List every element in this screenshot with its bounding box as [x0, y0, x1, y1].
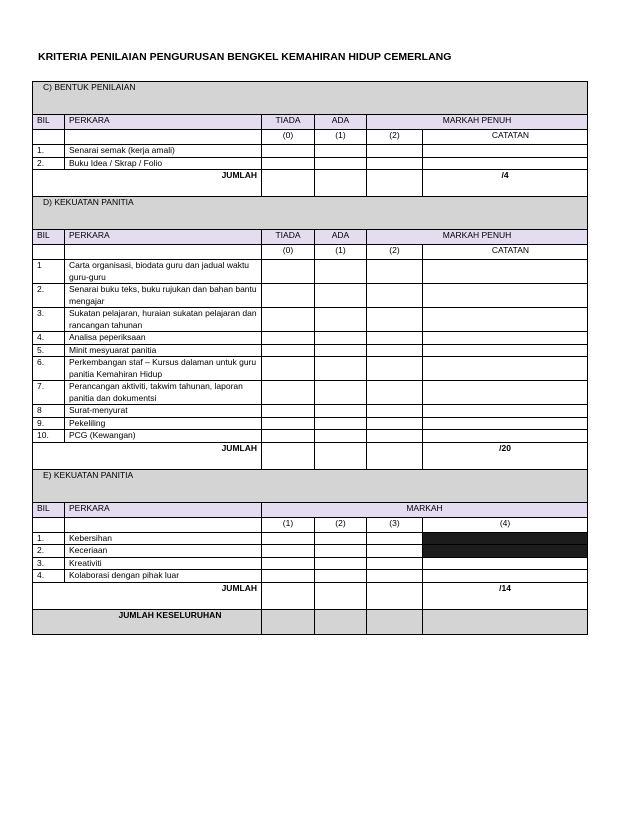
section-c-jumlah-row: [33, 170, 588, 197]
section-e-score-row: [33, 517, 588, 532]
cell-ada[interactable]: [315, 308, 367, 332]
cell-ada[interactable]: [315, 145, 367, 158]
cell-blocked: [423, 545, 588, 558]
cell-markah[interactable]: [367, 344, 423, 357]
item-perkara: Kebersihan: [65, 532, 262, 545]
cell-markah[interactable]: [367, 430, 423, 443]
item-bil: 9.: [33, 417, 65, 430]
item-bil: 1.: [33, 532, 65, 545]
section-e-jumlah-row: [33, 582, 588, 609]
cell-markah[interactable]: [367, 284, 423, 308]
cell-catatan[interactable]: [423, 357, 588, 381]
cell-catatan[interactable]: [423, 381, 588, 405]
item-bil: 2.: [33, 545, 65, 558]
cell-markah[interactable]: [367, 145, 423, 158]
table-row: [33, 260, 588, 284]
col-perkara: PERKARA: [65, 230, 262, 245]
section-c-total: /4: [423, 170, 588, 197]
cell-ada[interactable]: [315, 284, 367, 308]
cell-markah[interactable]: [367, 260, 423, 284]
col-tiada: TIADA: [262, 230, 315, 245]
cell-markah[interactable]: [367, 332, 423, 345]
cell-catatan[interactable]: [423, 430, 588, 443]
cell-catatan[interactable]: [423, 308, 588, 332]
cell-score[interactable]: [315, 570, 367, 583]
cell-tiada[interactable]: [262, 284, 315, 308]
item-perkara: Senarai buku teks, buku rujukan dan bahan bantu mengajar: [65, 284, 262, 308]
section-e-title: E) KEKUATAN PANITIA: [43, 469, 134, 480]
col-markah-penuh: MARKAH PENUH: [367, 230, 588, 245]
table-row: [33, 430, 588, 443]
item-bil: 8: [33, 405, 65, 418]
item-perkara: Pekeliling: [65, 417, 262, 430]
cell-score[interactable]: [367, 570, 423, 583]
cell-ada[interactable]: [315, 157, 367, 170]
col-bil: BIL: [33, 502, 65, 517]
section-e-total: /14: [423, 582, 588, 609]
cell-score[interactable]: [262, 570, 315, 583]
item-bil: 5.: [33, 344, 65, 357]
item-perkara: Analisa peperiksaan: [65, 332, 262, 345]
item-perkara: Kolaborasi dengan pihak luar: [65, 570, 262, 583]
item-bil: 4.: [33, 570, 65, 583]
cell-score[interactable]: [315, 557, 367, 570]
cell-ada[interactable]: [315, 430, 367, 443]
cell-score[interactable]: [367, 532, 423, 545]
cell-catatan[interactable]: [423, 417, 588, 430]
table-row: [33, 284, 588, 308]
score-3: (3): [367, 517, 423, 532]
section-e-header-row: [33, 469, 588, 502]
cell-ada[interactable]: [315, 260, 367, 284]
cell-score[interactable]: [262, 532, 315, 545]
table-row: [33, 381, 588, 405]
col-tiada: TIADA: [262, 115, 315, 130]
cell-ada[interactable]: [315, 417, 367, 430]
cell-tiada[interactable]: [262, 308, 315, 332]
score-0: (0): [262, 245, 315, 260]
item-perkara: Senarai semak (kerja amali): [65, 145, 262, 158]
col-catatan: CATATAN: [423, 245, 588, 260]
cell-tiada[interactable]: [262, 344, 315, 357]
cell-score[interactable]: [262, 557, 315, 570]
cell-ada[interactable]: [315, 381, 367, 405]
item-bil: 1: [33, 260, 65, 284]
cell-catatan[interactable]: [423, 344, 588, 357]
cell-ada[interactable]: [315, 344, 367, 357]
cell-catatan[interactable]: [423, 157, 588, 170]
col-markah-penuh: MARKAH PENUH: [367, 115, 588, 130]
cell-tiada[interactable]: [262, 145, 315, 158]
table-row: [33, 357, 588, 381]
item-bil: 6.: [33, 357, 65, 381]
cell-tiada[interactable]: [262, 405, 315, 418]
cell-tiada[interactable]: [262, 417, 315, 430]
table-row: [33, 545, 588, 558]
page-title: KRITERIA PENILAIAN PENGURUSAN BENGKEL KEMAHIRAN HIDUP CEMERLANG: [38, 51, 452, 63]
cell-score[interactable]: [315, 532, 367, 545]
cell-ada[interactable]: [315, 405, 367, 418]
item-perkara: Minit mesyuarat panitia: [65, 344, 262, 357]
col-catatan: CATATAN: [423, 130, 588, 145]
jumlah-label: JUMLAH: [33, 442, 262, 469]
section-c-header-row: [33, 82, 588, 115]
section-d-jumlah-row: [33, 442, 588, 469]
table-row: [33, 332, 588, 345]
item-perkara: Keceriaan: [65, 545, 262, 558]
cell-score[interactable]: [423, 570, 588, 583]
table-row: [33, 417, 588, 430]
score-2: (2): [315, 517, 367, 532]
table-row: [33, 344, 588, 357]
item-bil: 7.: [33, 381, 65, 405]
cell-blocked: [423, 532, 588, 545]
item-perkara: Buku Idea / Skrap / Folio: [65, 157, 262, 170]
section-d-score-row: [33, 245, 588, 260]
item-perkara: Sukatan pelajaran, huraian sukatan pelajaran dan rancangan tahunan: [65, 308, 262, 332]
col-bil: BIL: [33, 115, 65, 130]
cell-score[interactable]: [367, 557, 423, 570]
section-c-column-header: [33, 115, 588, 130]
cell-markah[interactable]: [367, 357, 423, 381]
score-2: (2): [367, 245, 423, 260]
cell-catatan[interactable]: [423, 405, 588, 418]
item-bil: 3.: [33, 308, 65, 332]
item-perkara: Carta organisasi, biodata guru dan jadual waktu guru-guru: [65, 260, 262, 284]
col-perkara: PERKARA: [65, 502, 262, 517]
cell-tiada[interactable]: [262, 357, 315, 381]
table-row: [33, 308, 588, 332]
cell-catatan[interactable]: [423, 260, 588, 284]
cell-markah[interactable]: [367, 381, 423, 405]
cell-tiada[interactable]: [262, 260, 315, 284]
cell-score[interactable]: [423, 557, 588, 570]
item-bil: 2.: [33, 284, 65, 308]
section-e-column-header: [33, 502, 588, 517]
assessment-table: [32, 81, 588, 635]
item-bil: 4.: [33, 332, 65, 345]
col-markah: MARKAH: [262, 502, 588, 517]
cell-score[interactable]: [315, 545, 367, 558]
col-perkara: PERKARA: [65, 115, 262, 130]
score-1: (1): [315, 245, 367, 260]
item-perkara: PCG (Kewangan): [65, 430, 262, 443]
score-2: (2): [367, 130, 423, 145]
score-1: (1): [262, 517, 315, 532]
table-row: [33, 532, 588, 545]
table-row: [33, 157, 588, 170]
cell-tiada[interactable]: [262, 430, 315, 443]
section-c-title: C) BENTUK PENILAIAN: [43, 82, 136, 92]
score-1: (1): [315, 130, 367, 145]
section-d-column-header: [33, 230, 588, 245]
cell-markah[interactable]: [367, 417, 423, 430]
cell-score[interactable]: [262, 545, 315, 558]
jumlah-keseluruhan-label: JUMLAH KESELURUHAN: [33, 609, 262, 634]
section-d-total: /20: [423, 442, 588, 469]
score-4: (4): [423, 517, 588, 532]
score-0: (0): [262, 130, 315, 145]
table-row: [33, 145, 588, 158]
col-ada: ADA: [315, 115, 367, 130]
item-bil: 2.: [33, 157, 65, 170]
cell-tiada[interactable]: [262, 332, 315, 345]
item-bil: 1.: [33, 145, 65, 158]
col-bil: BIL: [33, 230, 65, 245]
jumlah-label: JUMLAH: [33, 170, 262, 197]
item-bil: 10.: [33, 430, 65, 443]
cell-score[interactable]: [367, 545, 423, 558]
jumlah-label: JUMLAH: [33, 582, 262, 609]
section-d-header-row: [33, 197, 588, 230]
cell-catatan[interactable]: [423, 332, 588, 345]
cell-ada[interactable]: [315, 332, 367, 345]
table-row: [33, 557, 588, 570]
cell-catatan[interactable]: [423, 284, 588, 308]
item-perkara: Surat-menyurat: [65, 405, 262, 418]
col-ada: ADA: [315, 230, 367, 245]
cell-tiada[interactable]: [262, 157, 315, 170]
table-row: [33, 570, 588, 583]
item-perkara: Kreativiti: [65, 557, 262, 570]
section-d-title: D) KEKUATAN PANITIA: [43, 197, 134, 207]
cell-tiada[interactable]: [262, 381, 315, 405]
cell-markah[interactable]: [367, 308, 423, 332]
cell-catatan[interactable]: [423, 145, 588, 158]
item-bil: 3.: [33, 557, 65, 570]
cell-ada[interactable]: [315, 357, 367, 381]
jumlah-keseluruhan-row: [33, 609, 588, 634]
section-c-score-row: [33, 130, 588, 145]
item-perkara: Perancangan aktiviti, takwim tahunan, laporan panitia dan dokumentsi: [65, 381, 262, 405]
table-row: [33, 405, 588, 418]
cell-markah[interactable]: [367, 405, 423, 418]
cell-markah[interactable]: [367, 157, 423, 170]
item-perkara: Perkembangan staf – Kursus dalaman untuk guru panitia Kemahiran Hidup: [65, 357, 262, 381]
